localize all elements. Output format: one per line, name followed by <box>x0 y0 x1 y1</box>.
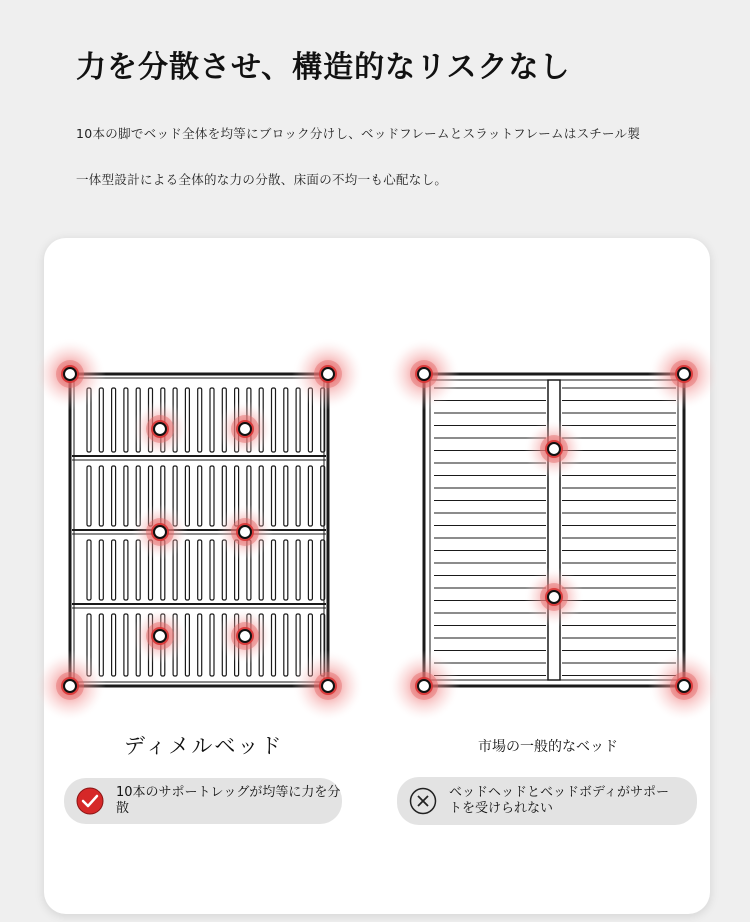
slat <box>272 540 276 600</box>
slat <box>112 388 116 452</box>
slat <box>272 614 276 676</box>
support-point <box>132 504 188 560</box>
slat <box>210 388 214 452</box>
support-point <box>34 338 106 410</box>
slat <box>112 540 116 600</box>
slat <box>296 540 300 600</box>
slat <box>272 388 276 452</box>
slat <box>284 466 288 526</box>
dimel-bed-label: ディメルベッド <box>124 734 284 758</box>
slat <box>308 466 312 526</box>
support-point <box>292 650 364 722</box>
generic-bed-label: 市場の一般的なベッド <box>478 739 618 755</box>
description-line-2: 一体型設計による全体的な力の分散、床面の不均一も心配なし。 <box>76 172 448 187</box>
support-point <box>132 608 188 664</box>
dimel-benefit-text: 10本のサポートレッグが均等に力を分散 <box>116 785 341 816</box>
support-point <box>217 401 273 457</box>
slat <box>210 540 214 600</box>
slat <box>87 540 91 600</box>
cross-icon <box>409 787 437 815</box>
support-point <box>292 338 364 410</box>
slat <box>124 614 128 676</box>
slat <box>99 388 103 452</box>
slat <box>185 466 189 526</box>
slat <box>308 540 312 600</box>
generic-support-points <box>388 338 720 722</box>
slat <box>198 388 202 452</box>
slat <box>321 540 325 600</box>
slat <box>296 466 300 526</box>
support-point <box>524 419 584 479</box>
support-point <box>217 608 273 664</box>
slat <box>124 466 128 526</box>
slat <box>210 466 214 526</box>
slat <box>284 388 288 452</box>
dimel-bed-frame <box>70 374 328 686</box>
slat <box>198 614 202 676</box>
slat <box>284 614 288 676</box>
slat <box>198 540 202 600</box>
support-point <box>217 504 273 560</box>
slat <box>272 466 276 526</box>
description-line-1: 10本の脚でベッド全体を均等にブロック分けし、ベッドフレームとスラットフレームはスチール製 <box>76 126 641 141</box>
slat <box>112 614 116 676</box>
slat <box>284 540 288 600</box>
slat <box>321 466 325 526</box>
slat <box>124 388 128 452</box>
support-point <box>648 650 720 722</box>
slat <box>185 540 189 600</box>
check-icon <box>76 787 104 815</box>
support-point <box>34 650 106 722</box>
slat <box>124 540 128 600</box>
page-title: 力を分散させ、構造的なリスクなし <box>76 50 571 85</box>
vertical-slats <box>87 388 325 676</box>
dimel-benefit-badge <box>64 778 342 824</box>
support-point <box>388 650 460 722</box>
support-point <box>132 401 188 457</box>
slat <box>112 466 116 526</box>
slat <box>99 466 103 526</box>
slat <box>87 466 91 526</box>
support-point <box>524 567 584 627</box>
generic-drawback-text: ベッドヘッドとベッドボディがサポートを受けられない <box>449 785 669 816</box>
slat <box>296 388 300 452</box>
slat <box>210 614 214 676</box>
slat <box>99 540 103 600</box>
support-point <box>388 338 460 410</box>
slat <box>198 466 202 526</box>
generic-drawback-badge <box>397 777 697 825</box>
support-point <box>648 338 720 410</box>
